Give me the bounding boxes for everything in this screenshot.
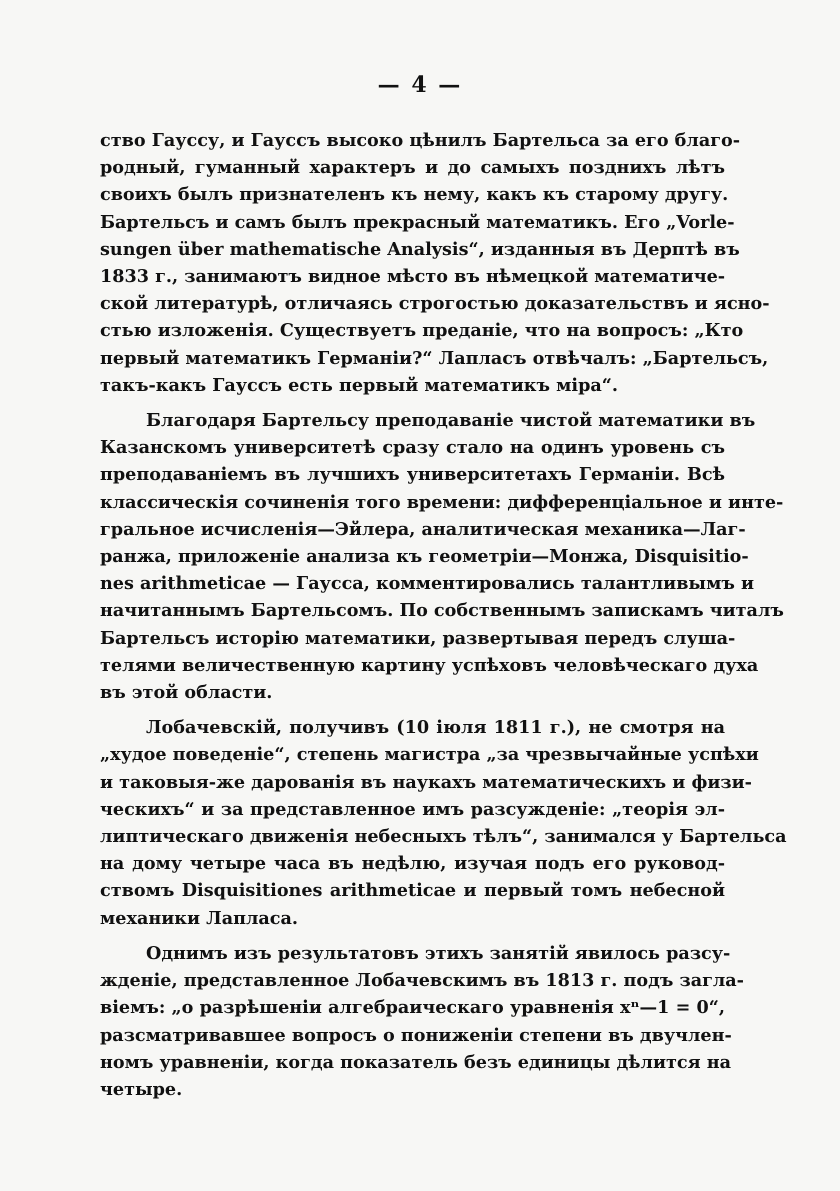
text-line: ской литературѣ, отличаясь строгостью доказательствъ и ясно- bbox=[100, 293, 770, 315]
text-line: разсматривавшее вопросъ о пониженіи степени въ двучлен- bbox=[100, 1024, 732, 1046]
text-line: стью изложенія. Существуетъ преданіе, что на вопросъ: „Кто bbox=[100, 320, 744, 342]
paragraph-1 bbox=[100, 127, 770, 399]
paragraph-3 bbox=[100, 714, 787, 932]
text-line: гральное исчисленія—Эйлера, аналитическая механика—Лаг- bbox=[100, 518, 746, 540]
text-line: Бартельсъ и самъ былъ прекрасный математикъ. Его „Vorle- bbox=[100, 211, 735, 233]
text-line: „худое поведеніе“, степень магистра „за чрезвычайные успѣхи bbox=[100, 744, 759, 766]
text-line: ство Гауссу, и Гауссъ высоко цѣнилъ Бартельса за его благо- bbox=[100, 130, 741, 151]
text-line: ствомъ Disquisitiones arithmeticae и первый томъ небесной bbox=[100, 880, 725, 902]
text-line: Однимъ изъ результатовъ этихъ занятій явилось разсу- bbox=[146, 942, 731, 964]
text-line: классическія сочиненія того времени: дифференціальное и инте- bbox=[100, 491, 784, 513]
text-line: липтическаго движенія небесныхъ тѣлъ“, занимался у Бартельса bbox=[100, 826, 787, 848]
text-line: преподаваніемъ въ лучшихъ университетахъ Германіи. Всѣ bbox=[100, 464, 725, 486]
paragraph-4 bbox=[100, 940, 744, 1103]
text-line: въ этой области. bbox=[100, 682, 273, 704]
text-line: начитаннымъ Бартельсомъ. По собственнымъ запискамъ читалъ bbox=[100, 600, 784, 622]
text-line: номъ уравненіи, когда показатель безъ единицы дѣлится на bbox=[100, 1051, 732, 1073]
body-text bbox=[100, 127, 787, 1103]
text-line: такъ-какъ Гауссъ есть первый математикъ міра“. bbox=[100, 374, 619, 396]
text-line: жденіе, представленное Лобачевскимъ въ 1813 г. подъ загла- bbox=[100, 970, 744, 992]
text-line: 1833 г., занимаютъ видное мѣсто въ нѣмецкой математиче- bbox=[100, 266, 726, 288]
text-line: своихъ былъ признателенъ къ нему, какъ къ старому другу. bbox=[100, 184, 729, 206]
text-line: Казанскомъ университетѣ сразу стало на одинъ уровень съ bbox=[100, 437, 725, 459]
text-line: первый математикъ Германіи?“ Лапласъ отвѣчалъ: „Бартельсъ, bbox=[100, 347, 769, 369]
text-line: Благодаря Бартельсу преподаваніе чистой математики въ bbox=[146, 410, 756, 432]
text-line: родный, гуманный характеръ и до самыхъ позднихъ лѣтъ bbox=[100, 157, 725, 179]
page-number: — 4 — bbox=[377, 72, 463, 98]
text-line: sungen über mathematische Analysis“, изданныя въ Дерптѣ въ bbox=[100, 238, 740, 260]
text-line: віемъ: „о разрѣшеніи алгебраическаго уравненія xⁿ—1 = 0“, bbox=[100, 997, 725, 1019]
paragraph-2 bbox=[100, 407, 784, 706]
text-line: телями величественную картину успѣховъ человѣческаго духа bbox=[100, 654, 759, 676]
text-line: ческихъ“ и за представленное имъ разсужденіе: „теорія эл- bbox=[100, 798, 725, 820]
text-line: nes arithmeticae — Гаусса, комментировались талантливымъ и bbox=[100, 573, 755, 595]
text-line: ранжа, приложеніе анализа къ геометріи—Монжа, Disquisitio- bbox=[100, 546, 749, 568]
text-line: Бартельсъ исторію математики, развертывая передъ слуша- bbox=[100, 627, 736, 649]
text-line: Лобачевскій, получивъ (10 іюля 1811 г.), не смотря на bbox=[146, 717, 725, 739]
text-line: на дому четыре часа въ недѣлю, изучая подъ его руковод- bbox=[100, 853, 725, 875]
text-line: механики Лапласа. bbox=[100, 907, 299, 929]
text-line: и таковыя-же дарованія въ наукахъ математическихъ и физи- bbox=[100, 771, 752, 793]
text-line: четыре. bbox=[100, 1078, 183, 1100]
